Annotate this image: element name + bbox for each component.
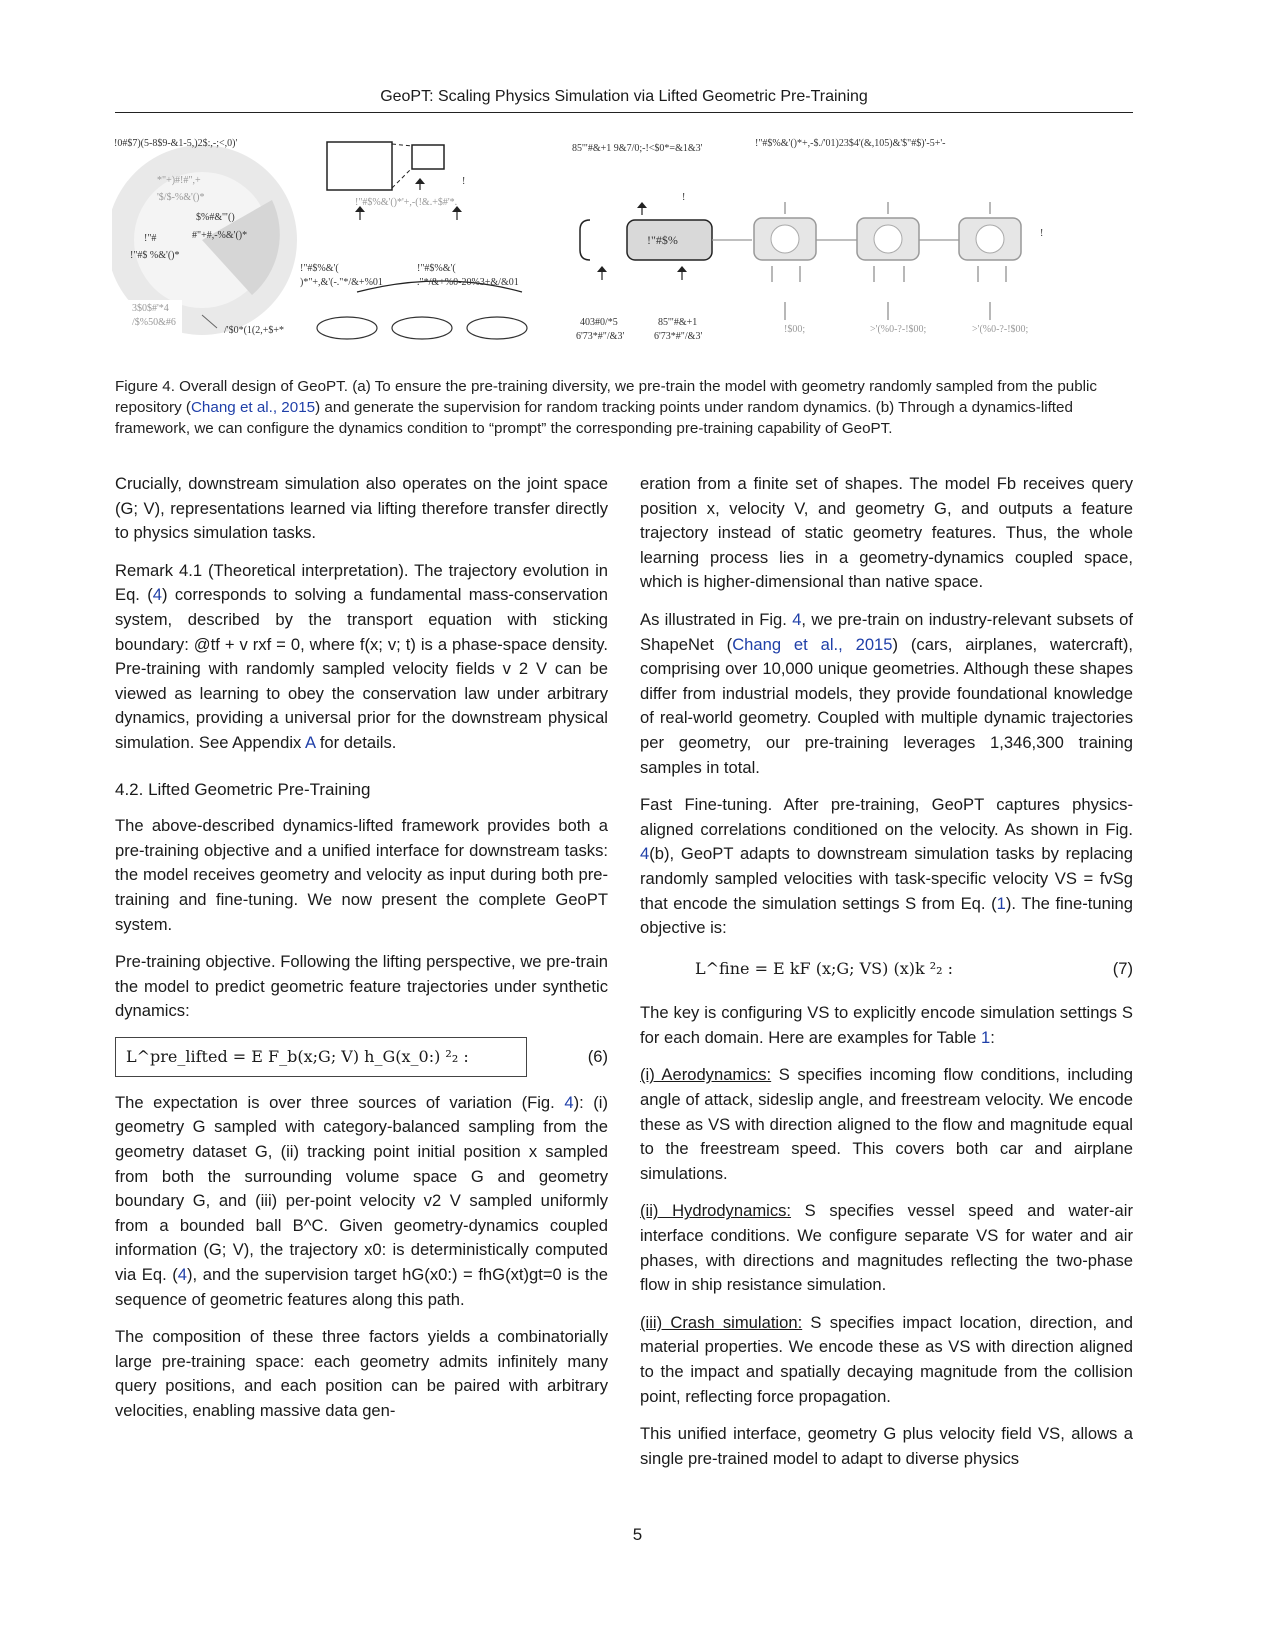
zoom-box-small [412,145,444,169]
text: S specifies vessel speed and water-air interface conditions. We configure separate VS for water and air phases, with directions and magnitudes reflecting the two-phase flow in ship resistance simulation. [640,1201,1133,1295]
table-link[interactable]: 1 [980,1027,991,1047]
inline-heading: (ii) Hydrodynamics: [640,1201,792,1221]
equation-number: (7) [1112,958,1133,978]
fig-label: !"#$%&'( [300,263,339,274]
zoom-box-large [327,142,392,190]
paragraph [115,1091,608,1312]
caption-text: ) and generate the supervision for random tracking points under random dynamics. (b) Through a dynamics-lifted framework, we can configure the dynamics condition to “prompt” the corresponding pre-training capability of GeoPT. [115,399,1073,437]
inline-heading: (iii) Crash simulation: [640,1312,803,1332]
fig-label: ! [1040,228,1044,239]
dynamics-ellipse-2 [392,317,452,339]
text: S specifies incoming flow conditions, including angle of attack, sideslip angle, and freestream velocity. We encode these as VS with direction aligned to the flow and magnitude equal to the freestream speed. This covers both car and airplane simulations. [640,1065,1133,1183]
fig-label: !"#$ %&'()* [130,250,180,261]
inline-heading: (i) Aerodynamics: [640,1065,772,1085]
figure-link[interactable]: 4 [564,1092,574,1112]
caption-text: Figure 4. Overall design of GeoPT. (a) To ensure the pre-training diversity, we pre-train the model with geometry randomly sampled from the public repository ( [115,378,1098,416]
text: : [990,1027,995,1047]
right-column [640,472,1133,1484]
paragraph [640,1001,1133,1050]
fig-label: 6'73*#"/&3' [654,331,703,342]
equation-text: L^fine = E kF (x;G; VS) (x)k ²₂ : [695,958,954,978]
fig-label: !"# [144,233,157,244]
fig-label: )*"+,&'(-."*/&+%01 [300,277,383,288]
equation-box [115,1037,527,1077]
fig-b-title-2: !"#$%&'()*+,-$./'01)23$4'(&,105)&'$"#$)'-5+'- [755,138,946,149]
citation-link[interactable]: Chang et al., 2015 [732,634,893,654]
equation-link[interactable]: 4 [177,1265,188,1285]
paragraph-aerodynamics [640,1063,1133,1186]
paragraph: The above-described dynamics-lifted framework provides both a pre-training objective and a unified interface for downstream tasks: the model receives geometry and velocity as input during both pre-training and fine-tuning. We now present the complete GeoPT system. [115,816,608,934]
fig-b-title-1: 85'"#&+1 9&7/0;-!<$0*=&1&3' [572,143,703,154]
equation-link[interactable]: 1 [996,893,1006,913]
equation-text: L^pre_lifted = E F_b(x;G; V) h_G(x_0:) ²₂ : [126,1046,469,1066]
fig-label: ! [462,176,466,187]
dynamics-ellipse-3 [467,317,527,339]
paragraph: This unified interface, geometry G plus velocity field VS, allows a single pre-trained model to adapt to diverse physics [640,1424,1133,1468]
text: ). The fine-tuning objective is: [640,893,1133,938]
figure-4 [112,130,1132,360]
equation-number: (6) [587,1046,608,1066]
paragraph: eration from a finite set of shapes. The model Fb receives query position x, velocity V, and geometry G, and outputs a feature trajectory instead of static geometry features. Thus, the whole learning process lies in a geometry-dynamics coupled space, which is higher-dimensional than native space. [640,474,1133,592]
fig-label: !"#$%&'()*'+,-(!&.+$#'*. [355,197,458,208]
text: ), and the supervision target hG(x0:) = fhG(xt)gt=0 is the sequence of geometric features along this path. [115,1265,608,1309]
fig-label: !$00; [784,324,806,335]
fig-label: >'(%0-?-!$00; [870,324,927,335]
section-heading: 4.2. Lifted Geometric Pre-Training [115,779,371,799]
fig-label: /'$0*(1(2,+$+* [224,325,285,336]
equation-7 [640,957,1133,982]
fig-label: /$%50&#6 [132,317,176,328]
paragraph: Crucially, downstream simulation also operates on the joint space (G; V), representations learned via lifting therefore transfer directly to physics simulation tasks. [115,474,608,543]
text: Fast Fine-tuning. After pre-training, GeoPT captures physics-aligned correlations conditioned on the velocity. As shown in Fig. [640,795,1133,839]
paragraph [640,608,1133,780]
fig-label: 3$0$#'*4 [132,303,169,314]
fig-a-title: !0#$7)(5-8$9-&1-5,)2$:,-;<,0)' [114,138,238,149]
figure-link[interactable]: 4 [640,844,650,864]
paragraph: Pre-training objective. Following the lifting perspective, we pre-train the model to predict geometric feature trajectories under synthetic dynamics: [115,952,608,1021]
text: As illustrated in Fig. [640,609,793,629]
paragraph [640,793,1133,941]
fig-label: 403#0/*5 [580,317,618,328]
paragraph-crash [640,1311,1133,1409]
text: ): (i) geometry G sampled with category-balanced sampling from the geometry dataset G, (ii) tracking point initial position x sampled from both the surrounding volume space G and geometry boundary G, and (iii) per-point velocity v2 V sampled uniformly from a bounded ball B^C. Given geometry-dynamics coupled information (G; V), the trajectory x0: is deterministically computed via Eq. ( [115,1092,608,1285]
fig-label: >'(%0-?-!$00; [972,324,1029,335]
fig-label: 85'"#&+1 [658,317,698,328]
remark-text: for details. [315,732,397,752]
fig-label: 6'73*#"/&3' [576,331,625,342]
running-title: GeoPT: Scaling Physics Simulation via Lifted Geometric Pre-Training [115,88,1133,113]
remark-text: Remark 4.1 (Theoretical interpretation). The trajectory evolution in Eq. ( [115,560,608,605]
fig-label: ."*/&+%0-20%3+&/&01 [417,277,519,288]
fig-label: *"+)#!#",+ [157,175,201,186]
remark-paragraph [115,559,608,756]
left-column [115,472,608,1437]
remark-text: ) corresponds to solving a fundamental mass-conservation system, described by the transport equation with sticking boundary: @tf + v rxf = 0, where f(x; v; t) is a phase-space density. Pre-training with randomly sampled velocity fields v 2 V can be viewed as learning to obey the conservation law under arbitrary dynamics, providing a universal prior for the downstream physical simulation. See Appendix [115,585,608,752]
text: S specifies impact location, direction, and material properties. We encode these as VS with direction aligned to the impact and spatially decaying magnitude from the collision point, reflecting force propagation. [640,1312,1133,1406]
fig-label: !"#$%&'( [417,263,456,274]
model-box-label: !"#$% [647,233,678,247]
appendix-link[interactable]: A [305,732,316,752]
paragraph: The composition of these three factors yields a combinatorially large pre-training space: each geometry admits infinitely many query positions, and each position can be paired with arbitrary velocities, enabling massive data gen- [115,1327,608,1420]
fig-label: '$/$-%&'()* [157,192,205,203]
text: The expectation is over three sources of variation (Fig. [115,1092,565,1112]
text: The key is configuring VS to explicitly encode simulation settings S for each domain. Here are examples for Table [640,1003,1133,1047]
dynamics-ellipse-1 [317,317,377,339]
fig-label: ! [682,192,686,203]
figure-caption [115,376,1133,439]
fig-label: $%#&'"() [196,212,235,223]
citation-link[interactable]: Chang et al., 2015 [190,399,316,416]
fig-label: #"+#,-%&'()* [192,230,248,241]
figure-link[interactable]: 4 [792,609,802,629]
text: , we pre-train on industry-relevant subsets of ShapeNet ( [640,609,1134,654]
text: (b), GeoPT adapts to downstream simulation tasks by replacing randomly sampled velocities with task-specific velocity VS = fvSg that encode the simulation settings S from Eq. ( [640,844,1133,913]
equation-6 [115,1037,608,1077]
equation-link[interactable]: 4 [152,585,162,605]
text: ) (cars, airplanes, watercraft), comprising over 10,000 unique geometries. Although these shapes differ from industrial models, they provide foundational knowledge of real-world geometry. Coupled with multiple dynamic trajectories per geometry, our pre-training leverages 1,346,300 training samples in total. [640,634,1133,777]
paragraph-hydrodynamics [640,1199,1133,1297]
page-number: 5 [632,1525,643,1544]
